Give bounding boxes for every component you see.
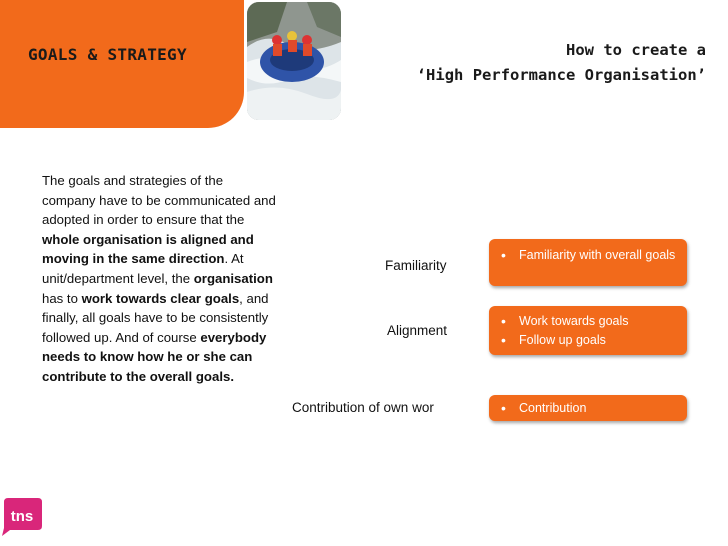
- bullet-item: • Follow up goals: [489, 331, 687, 350]
- alignment-box: [489, 306, 687, 355]
- body-bold-2: organisation: [193, 270, 273, 286]
- tns-logo: [0, 496, 44, 536]
- logo-text: tns: [10, 508, 34, 525]
- body-text-4: , and finally, all goals have to be consistently followed up. And of course: [42, 290, 269, 345]
- rafting-photo: [247, 2, 341, 120]
- body-bold-1: whole organisation is aligned and moving in the same direction: [42, 231, 254, 267]
- body-bold-4: everybody needs to know how he or she can contribute to the overall goals.: [42, 329, 267, 384]
- bullet-item: • Work towards goals: [489, 312, 687, 331]
- body-text-1: The goals and strategies of the company have to be communicated and adopted in order to ensure that the: [42, 173, 276, 228]
- body-paragraph: [42, 171, 276, 387]
- bullet-item: • Familiarity with overall goals: [489, 246, 687, 265]
- heading-line-2: ‘High Performance Organisation’: [416, 66, 706, 84]
- page-heading: [417, 38, 706, 88]
- bullet-item: • Contribution: [489, 399, 687, 418]
- section-title: GOALS & STRATEGY: [28, 45, 187, 64]
- header-banner: [0, 0, 244, 128]
- body-text-3: has to: [42, 290, 82, 306]
- familiarity-box: [489, 239, 687, 286]
- contribution-box: [489, 395, 687, 421]
- heading-line-1: How to create a: [566, 41, 706, 59]
- body-text-2: . At unit/department level, the: [42, 251, 244, 286]
- label-alignment: Alignment: [387, 323, 448, 338]
- body-bold-3: work towards clear goals: [81, 290, 240, 306]
- label-contribution: Contribution of own wor: [292, 400, 434, 415]
- label-familiarity: Familiarity: [385, 258, 447, 273]
